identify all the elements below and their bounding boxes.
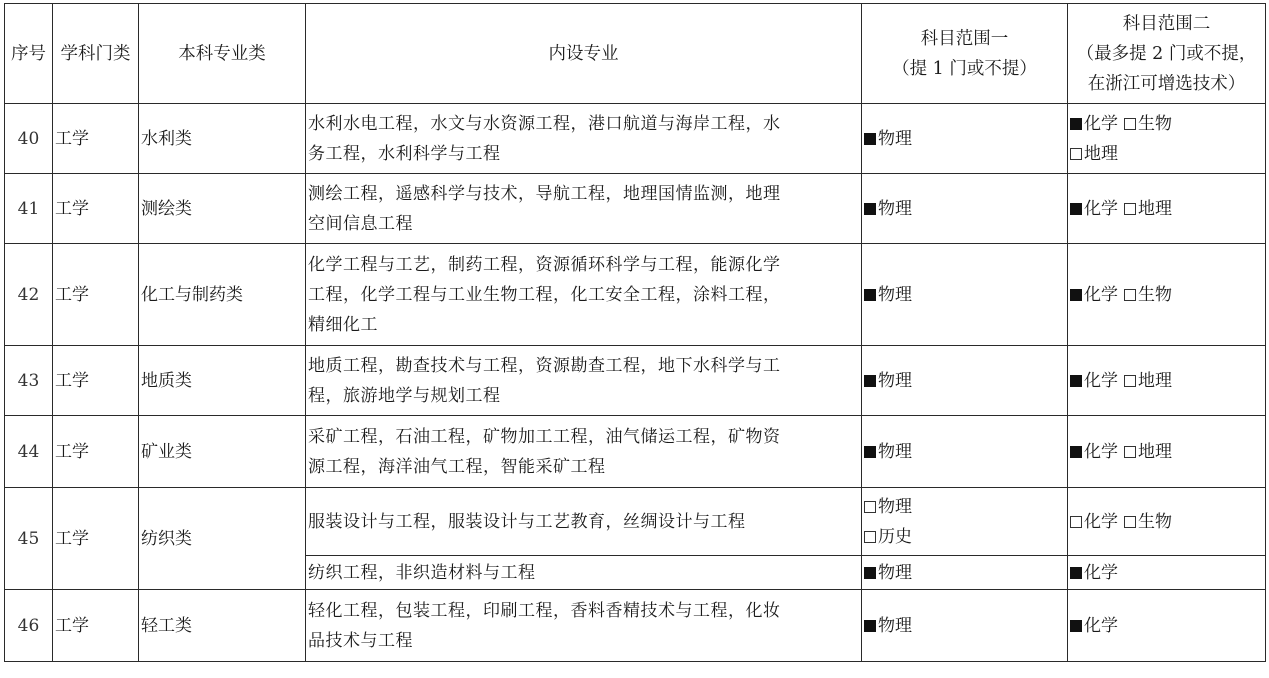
cell-internal-majors xyxy=(306,244,862,346)
table-row xyxy=(5,244,1266,346)
table-row xyxy=(5,416,1266,488)
header-range1 xyxy=(862,4,1068,104)
cell-seq: 46 xyxy=(5,590,53,662)
subject-option xyxy=(1124,437,1172,467)
filled-checkbox-icon xyxy=(864,375,876,387)
subject-name: 化学 xyxy=(1084,113,1118,134)
filled-checkbox-icon xyxy=(864,289,876,301)
header-range1-line: 科目范围一 xyxy=(920,28,1009,49)
filled-checkbox-icon xyxy=(1070,289,1082,301)
subject-name: 物理 xyxy=(878,562,912,583)
text-line: 地质工程，勘查技术与工程，资源勘查工程，地下水科学与工 xyxy=(308,355,781,376)
subject-name: 物理 xyxy=(878,496,912,517)
cell-range2 xyxy=(1068,244,1266,346)
cell-range1 xyxy=(862,556,1068,590)
subject-name: 物理 xyxy=(878,615,912,636)
subject-name: 生物 xyxy=(1138,284,1172,305)
cell-seq: 41 xyxy=(5,174,53,244)
cell-category: 工学 xyxy=(53,174,139,244)
subject-option xyxy=(1070,507,1118,537)
header-range2-line: 在浙江可增选技术） xyxy=(1087,73,1246,94)
cell-range1 xyxy=(862,488,1068,556)
subject-name: 地理 xyxy=(1084,143,1118,164)
option-line xyxy=(1070,437,1265,467)
subject-option xyxy=(1070,366,1118,396)
header-major-class: 本科专业类 xyxy=(139,4,306,104)
cell-range1 xyxy=(862,174,1068,244)
subject-option xyxy=(864,124,912,154)
subject-name: 物理 xyxy=(878,198,912,219)
cell-category: 工学 xyxy=(53,244,139,346)
text-line: 化学工程与工艺，制药工程，资源循环科学与工程，能源化学 xyxy=(308,254,781,275)
header-range2-line: 科目范围二 xyxy=(1122,13,1211,34)
cell-range1 xyxy=(862,416,1068,488)
text-line: 纺织工程，非织造材料与工程 xyxy=(308,562,536,583)
option-line xyxy=(1070,280,1265,310)
subject-option xyxy=(1124,507,1172,537)
subject-option xyxy=(864,611,912,641)
empty-checkbox-icon xyxy=(1124,375,1136,387)
subject-name: 物理 xyxy=(878,128,912,149)
filled-checkbox-icon xyxy=(864,620,876,632)
cell-range2 xyxy=(1068,488,1266,556)
option-line xyxy=(1070,139,1265,169)
option-line xyxy=(1070,558,1265,588)
filled-checkbox-icon xyxy=(1070,620,1082,632)
subject-option xyxy=(1124,194,1172,224)
subject-name: 化学 xyxy=(1084,284,1118,305)
subject-option xyxy=(1070,558,1118,588)
subject-name: 化学 xyxy=(1084,562,1118,583)
subject-name: 物理 xyxy=(878,441,912,462)
cell-major-class: 矿业类 xyxy=(139,416,306,488)
empty-checkbox-icon xyxy=(1124,289,1136,301)
subject-name: 地理 xyxy=(1138,441,1172,462)
filled-checkbox-icon xyxy=(1070,203,1082,215)
cell-range2 xyxy=(1068,590,1266,662)
empty-checkbox-icon xyxy=(1070,148,1082,160)
cell-category: 工学 xyxy=(53,104,139,174)
header-seq: 序号 xyxy=(5,4,53,104)
subject-option xyxy=(1070,139,1118,169)
cell-range1 xyxy=(862,244,1068,346)
subject-name: 生物 xyxy=(1138,113,1172,134)
empty-checkbox-icon xyxy=(1124,118,1136,130)
option-line xyxy=(1070,366,1265,396)
table-body xyxy=(5,104,1266,662)
table-row xyxy=(5,346,1266,416)
subject-option xyxy=(864,366,912,396)
cell-range1 xyxy=(862,346,1068,416)
subject-option xyxy=(864,492,912,522)
cell-range2 xyxy=(1068,556,1266,590)
header-range2-line: （最多提 2 门或不提， xyxy=(1076,43,1257,64)
option-line xyxy=(864,558,1067,588)
option-line xyxy=(864,437,1067,467)
text-line: 程，旅游地学与规划工程 xyxy=(308,385,501,406)
cell-range2 xyxy=(1068,346,1266,416)
text-line: 采矿工程，石油工程，矿物加工工程，油气储运工程，矿物资 xyxy=(308,426,781,447)
subject-name: 化学 xyxy=(1084,511,1118,532)
header-range1-line: （提 1 门或不提） xyxy=(892,58,1037,79)
cell-range2 xyxy=(1068,104,1266,174)
cell-internal-majors xyxy=(306,416,862,488)
filled-checkbox-icon xyxy=(864,133,876,145)
empty-checkbox-icon xyxy=(864,501,876,513)
cell-internal-majors xyxy=(306,590,862,662)
option-line xyxy=(1070,109,1265,139)
subject-option xyxy=(1124,280,1172,310)
option-line xyxy=(864,611,1067,641)
subject-option xyxy=(1070,437,1118,467)
filled-checkbox-icon xyxy=(1070,567,1082,579)
text-line: 空间信息工程 xyxy=(308,213,413,234)
subject-option xyxy=(1070,194,1118,224)
cell-major-class: 化工与制药类 xyxy=(139,244,306,346)
subject-name: 地理 xyxy=(1138,198,1172,219)
cell-major-class: 测绘类 xyxy=(139,174,306,244)
cell-major-class: 水利类 xyxy=(139,104,306,174)
option-line xyxy=(1070,194,1265,224)
subject-option xyxy=(864,194,912,224)
cell-major-class: 轻工类 xyxy=(139,590,306,662)
text-line: 务工程，水利科学与工程 xyxy=(308,143,501,164)
filled-checkbox-icon xyxy=(1070,446,1082,458)
text-line: 源工程，海洋油气工程，智能采矿工程 xyxy=(308,456,606,477)
option-line xyxy=(864,366,1067,396)
subject-name: 物理 xyxy=(878,284,912,305)
subject-option xyxy=(1070,109,1118,139)
option-line xyxy=(864,124,1067,154)
cell-category: 工学 xyxy=(53,346,139,416)
cell-seq: 45 xyxy=(5,488,53,590)
option-line xyxy=(1070,507,1265,537)
text-line: 工程，化学工程与工业生物工程，化工安全工程，涂料工程， xyxy=(308,284,781,305)
subject-option xyxy=(864,558,912,588)
empty-checkbox-icon xyxy=(1124,516,1136,528)
text-line: 测绘工程，遥感科学与技术，导航工程，地理国情监测，地理 xyxy=(308,183,781,204)
header-category: 学科门类 xyxy=(53,4,139,104)
cell-internal-majors xyxy=(306,104,862,174)
text-line: 轻化工程，包装工程，印刷工程，香料香精技术与工程，化妆 xyxy=(308,600,781,621)
subject-name: 地理 xyxy=(1138,370,1172,391)
subject-name: 化学 xyxy=(1084,198,1118,219)
text-line: 品技术与工程 xyxy=(308,630,413,651)
option-line xyxy=(864,280,1067,310)
cell-category: 工学 xyxy=(53,590,139,662)
text-line: 水利水电工程，水文与水资源工程，港口航道与海岸工程，水 xyxy=(308,113,781,134)
cell-seq: 44 xyxy=(5,416,53,488)
option-line xyxy=(1070,611,1265,641)
cell-seq: 43 xyxy=(5,346,53,416)
subject-name: 物理 xyxy=(878,370,912,391)
subject-name: 化学 xyxy=(1084,615,1118,636)
subject-option xyxy=(1124,366,1172,396)
subject-name: 化学 xyxy=(1084,441,1118,462)
subject-name: 化学 xyxy=(1084,370,1118,391)
table-row xyxy=(5,590,1266,662)
filled-checkbox-icon xyxy=(864,446,876,458)
subject-option xyxy=(864,522,912,552)
header-row xyxy=(5,4,1266,104)
cell-internal-majors xyxy=(306,174,862,244)
option-line xyxy=(864,194,1067,224)
subject-option xyxy=(1124,109,1172,139)
subject-name: 生物 xyxy=(1138,511,1172,532)
filled-checkbox-icon xyxy=(864,203,876,215)
cell-major-class: 地质类 xyxy=(139,346,306,416)
subject-option xyxy=(1070,280,1118,310)
table-row xyxy=(5,104,1266,174)
subject-option xyxy=(864,437,912,467)
cell-major-class: 纺织类 xyxy=(139,488,306,590)
cell-range2 xyxy=(1068,416,1266,488)
cell-seq: 40 xyxy=(5,104,53,174)
empty-checkbox-icon xyxy=(1124,203,1136,215)
cell-internal-majors xyxy=(306,556,862,590)
cell-seq: 42 xyxy=(5,244,53,346)
table-row xyxy=(5,174,1266,244)
cell-range1 xyxy=(862,590,1068,662)
table-row xyxy=(5,488,1266,556)
text-line: 服装设计与工程，服装设计与工艺教育，丝绸设计与工程 xyxy=(308,511,746,532)
subject-requirements-table xyxy=(4,3,1266,662)
filled-checkbox-icon xyxy=(864,567,876,579)
cell-internal-majors xyxy=(306,346,862,416)
empty-checkbox-icon xyxy=(1070,516,1082,528)
text-line: 精细化工 xyxy=(308,314,378,335)
filled-checkbox-icon xyxy=(1070,375,1082,387)
header-internal-majors: 内设专业 xyxy=(306,4,862,104)
filled-checkbox-icon xyxy=(1070,118,1082,130)
subject-option xyxy=(864,280,912,310)
option-line xyxy=(864,522,1067,552)
cell-category: 工学 xyxy=(53,416,139,488)
subject-name: 历史 xyxy=(878,526,912,547)
cell-range1 xyxy=(862,104,1068,174)
option-line xyxy=(864,492,1067,522)
cell-range2 xyxy=(1068,174,1266,244)
cell-internal-majors xyxy=(306,488,862,556)
header-range2 xyxy=(1068,4,1266,104)
empty-checkbox-icon xyxy=(864,531,876,543)
subject-option xyxy=(1070,611,1118,641)
empty-checkbox-icon xyxy=(1124,446,1136,458)
cell-category: 工学 xyxy=(53,488,139,590)
